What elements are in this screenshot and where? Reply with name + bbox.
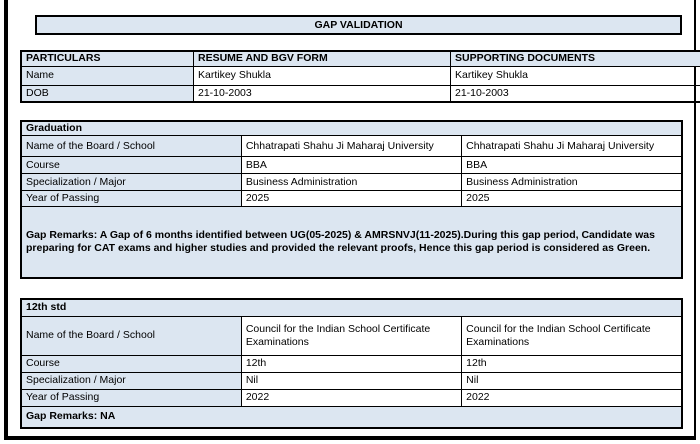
cell-dob-supporting: 21-10-2003 (451, 86, 700, 103)
table-row (21, 191, 682, 207)
graduation-gap-remarks: Gap Remarks: A Gap of 6 months identified between UG(05-2025) & AMRSNVJ(11-2025).During this gap period, Candidate was preparing for CAT exams and higher studies and provided the relevant proofs, Hence this gap period is considered as Green. (21, 207, 682, 279)
cell-year-of-passing-resume: 2022 (241, 390, 461, 407)
table-row (21, 390, 682, 407)
cell-year-of-passing-supporting: 2025 (462, 191, 682, 207)
cell-board-resume: Council for the Indian School Certificate Examinations (241, 317, 461, 356)
twelfth-gap-remarks-row (21, 407, 682, 429)
table-row (21, 174, 682, 191)
twelfth-std-table (20, 298, 683, 429)
page-border-left (4, 0, 8, 440)
document-title-text: GAP VALIDATION (314, 19, 403, 31)
cell-course-supporting: BBA (462, 157, 682, 174)
particulars-table (20, 50, 700, 103)
row-label-board-school: Name of the Board / School (21, 317, 241, 356)
cell-course-supporting: 12th (462, 356, 682, 373)
header-supporting-documents: SUPPORTING DOCUMENTS (451, 51, 700, 67)
cell-board-supporting: Council for the Indian School Certificate Examinations (462, 317, 682, 356)
row-label-year-of-passing: Year of Passing (21, 390, 241, 407)
particulars-header-row (21, 51, 700, 67)
cell-course-resume: 12th (241, 356, 461, 373)
graduation-section-header-row (21, 121, 682, 136)
row-label-specialization: Specialization / Major (21, 373, 241, 390)
row-label-course: Course (21, 356, 241, 373)
table-row (21, 356, 682, 373)
cell-specialization-resume: Nil (241, 373, 461, 390)
graduation-table (20, 120, 683, 279)
header-resume-bgv-form: RESUME AND BGV FORM (194, 51, 451, 67)
twelfth-section-header-row (21, 299, 682, 317)
cell-year-of-passing-resume: 2025 (241, 191, 461, 207)
row-label-specialization: Specialization / Major (21, 174, 241, 191)
cell-board-resume: Chhatrapati Shahu Ji Maharaj University (241, 136, 461, 157)
section-title-graduation: Graduation (21, 121, 682, 136)
cell-specialization-supporting: Nil (462, 373, 682, 390)
document-title (35, 15, 682, 35)
row-label-board-school: Name of the Board / School (21, 136, 241, 157)
table-row (21, 373, 682, 390)
table-row (21, 317, 682, 356)
cell-dob-resume: 21-10-2003 (194, 86, 451, 103)
cell-name-resume: Kartikey Shukla (194, 67, 451, 86)
cell-board-supporting: Chhatrapati Shahu Ji Maharaj University (462, 136, 682, 157)
twelfth-gap-remarks: Gap Remarks: NA (21, 407, 682, 429)
table-row (21, 67, 700, 86)
header-particulars: PARTICULARS (21, 51, 194, 67)
cell-specialization-supporting: Business Administration (462, 174, 682, 191)
cell-year-of-passing-supporting: 2022 (462, 390, 682, 407)
cell-name-supporting: Kartikey Shukla (451, 67, 700, 86)
section-title-12th-std: 12th std (21, 299, 682, 317)
row-label-course: Course (21, 157, 241, 174)
graduation-gap-remarks-row (21, 207, 682, 279)
row-label-dob: DOB (21, 86, 194, 103)
row-label-year-of-passing: Year of Passing (21, 191, 241, 207)
table-row (21, 136, 682, 157)
row-label-name: Name (21, 67, 194, 86)
cell-course-resume: BBA (241, 157, 461, 174)
cell-specialization-resume: Business Administration (241, 174, 461, 191)
page-border-bottom (4, 436, 696, 440)
table-row (21, 86, 700, 103)
table-row (21, 157, 682, 174)
